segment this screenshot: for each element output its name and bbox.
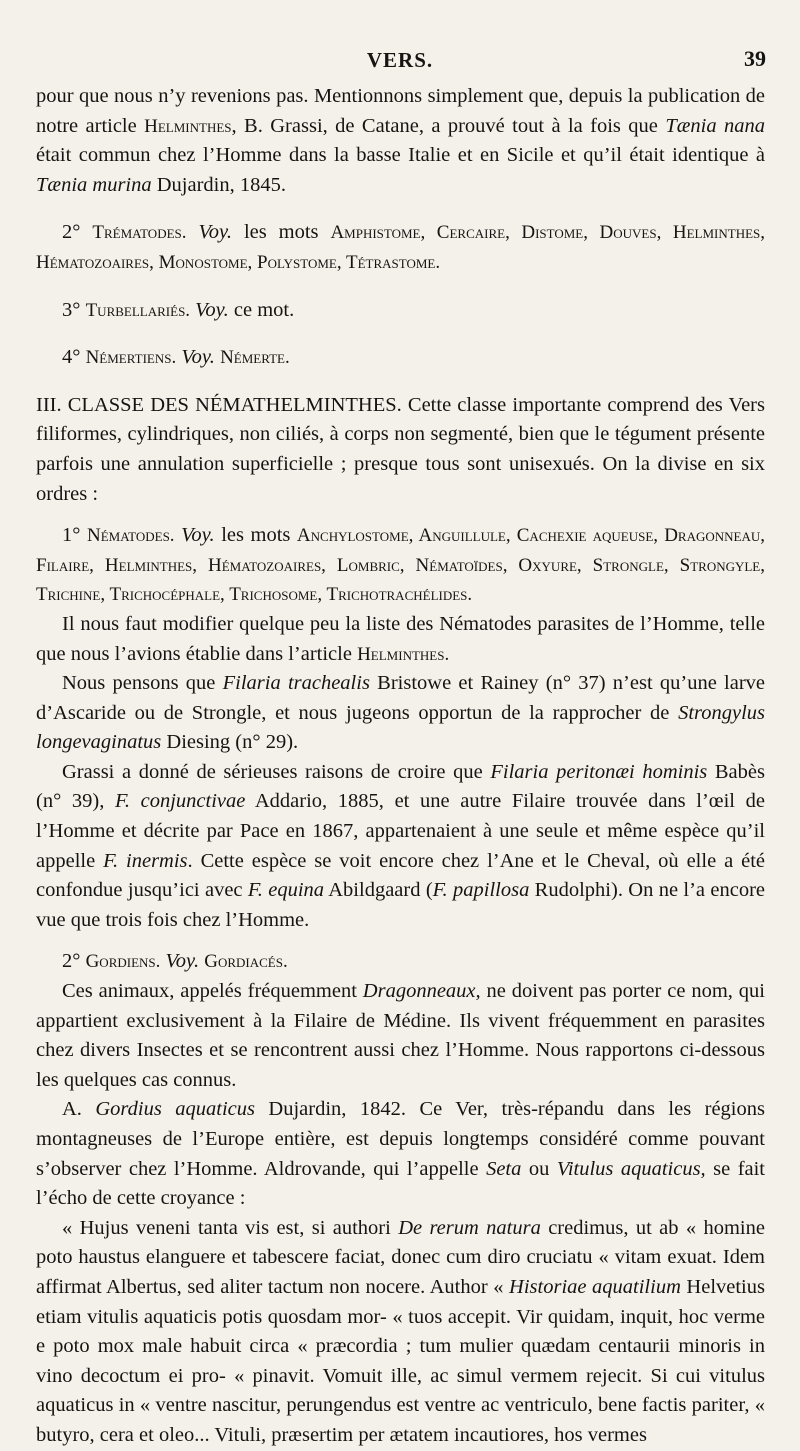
page-header xyxy=(0,44,800,78)
running-title: VERS. xyxy=(366,48,434,72)
paragraph-trematodes: 2° Trématodes. Voy. les mots Amphistome, Cercaire, Distome, Douves, Helminthes, Hématozoaires, Monostome, Polystome, Tétrastome. xyxy=(36,221,766,273)
paragraph-nematodes: 1° Nématodes. Voy. les mots Anchylostome, Anguillule, Cachexie aqueuse, Dragonneau, Filaire, Helminthes, Hématozoaires, Lombric, Nématoïdes, Oxyure, Strongle, Strongyle, Trichine, Trichocéphale, Trichosome, Trichotrachélides. xyxy=(36,524,765,606)
paragraph-grassi-filaria: Grassi a donné de sérieuses raisons de croire que Filaria peritonæi hominis Babès (n° 39), F. conjunctivae Addario, 1885, et une autre Filaire trouvée dans l’œil de l’Homme et décrite par Pace en 1867, appartenaient à une seule et même espèce qu’il appelle F. inermis. Cette espèce se voit encore chez l’Ane et le Cheval, où elle a été confondue jusqu’ici avec F. equina Abildgaard (F. papillosa Rudolphi). On ne l’a encore vue que trois fois chez l’Homme. xyxy=(36,760,765,931)
paragraph-filaria-trachealis: Nous pensons que Filaria trachealis Bristowe et Rainey (n° 37) n’est qu’une larve d’Ascaride ou de Strongle, et nous jugeons opportun de la rapprocher de Strongylus longevaginatus Diesing (n° 29). xyxy=(36,672,765,754)
paragraph-liste-nematodes: Il nous faut modifier quelque peu la liste des Nématodes parasites de l’Homme, telle que nous l’avions établie dans l’article Helminthes. xyxy=(36,612,765,665)
paragraph-taenia: pour que nous n’y revenions pas. Mentionnons simplement que, depuis la publication de notre article Helminthes, B. Grassi, de Catane, a prouvé tout à la fois que Tænia nana était commun chez l’Homme dans la basse Italie et en Sicile et qu’il était identique à Tænia murina Dujardin, 1845. xyxy=(36,85,765,196)
paragraph-turbellaries: 3° Turbellariés. Voy. ce mot. xyxy=(62,298,295,321)
paragraph-dragonneaux: Ces animaux, appelés fréquemment Dragonneaux, ne doivent pas porter ce nom, qui appartient exclusivement à la Filaire de Médine. Ils vivent fréquemment en parasites chez divers Insectes et se rencontrent aussi chez l’Homme. Nous rapportons ci-dessous les quelques cas connus. xyxy=(36,980,765,1091)
paragraph-gordiens: 2° Gordiens. Voy. Gordiacés. xyxy=(62,950,288,973)
page-number: 39 xyxy=(744,46,766,71)
latin-quotation: « Hujus veneni tanta vis est, si authori De rerum natura credimus, ut ab « homine poto haustus elanguere et tabescere faciat, donec cum diro cruciatu « vitam exuat. Idem affirmat Albertus, sed aliter tactum non nocere. Author « Historiae aquatilium Helvetius etiam vitulis aquaticis potis quosdam mor- « tuos accepit. Vir quidam, inquit, hoc verme e poto mox male habuit circa « præcordia ; tum mulier quædam centaurii minoris in vino decoctum ei pro- « pinavit. Vomuit ille, ac simul vermem rejecit. Si cui vitulus aquaticus in « ventre nascitur, perungendus est ventre ac ventriculo, bene factis pariter, « butyro, cera et oleo... Vituli, præsertim per ætatem incautiores, hos vermes xyxy=(36,1216,765,1446)
body-text xyxy=(36,82,765,1451)
paragraph-gordius-aquaticus: A. Gordius aquaticus Dujardin, 1842. Ce Ver, très-répandu dans les régions montagneuses de l’Europe entière, est depuis longtemps considéré comme pouvant s’observer chez l’Homme. Aldrovande, qui l’appelle Seta ou Vitulus aquaticus, se fait l’écho de cette croyance : xyxy=(36,1098,766,1210)
paragraph-nemertiens: 4° Némertiens. Voy. Némerte. xyxy=(62,346,290,369)
paragraph-classe-nemathelminthes: III. CLASSE DES NÉMATHELMINTHES. Cette classe importante comprend des Vers filiformes, cylindriques, non ciliés, à corps non segmenté, bien que le tégument présente parfois une annulation superficielle ; presque tous sont unisexués. On la divise en six ordres : xyxy=(36,393,765,505)
